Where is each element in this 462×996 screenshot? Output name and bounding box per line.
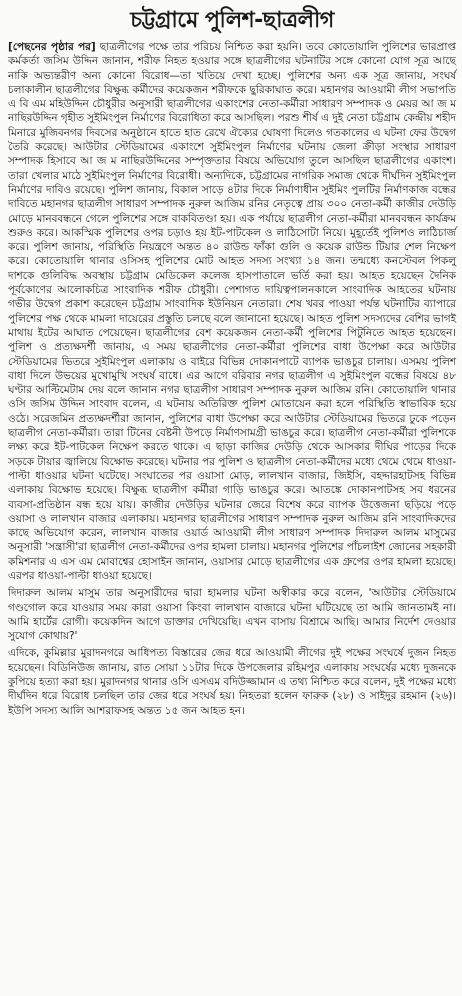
continued-from-label: [পেছনের পৃষ্ঠার পর] [8, 41, 96, 53]
article-body [8, 40, 456, 718]
article-paragraph-2: দিদারুল আলম মাসুম তার অনুসারীদের দ্বারা হামলার ঘটনা অস্বীকার করে বলেন, 'আউটার স্টেডিয়ামে গণ্ডগোল করে যাওয়ার সময় কারা ওয়াসা কিংবা লালখান বাজারে ঘটনা ঘটিয়েছে তা আমি জানতামই না। আমি হার্টের রোগী। কয়েকদিন আগে ডাক্তার দেখিয়েছি। এখন বাসায় বিশ্রামে আছি। আমার নির্দেশ দেওয়ার সুযোগ কোথায়?' [8, 587, 456, 643]
paragraph-1-text: ছাত্রলীগের পক্ষে তার পরিচয় নিশ্চিত করা হয়নি। তবে কোতোয়ালি পুলিশের ভারপ্রাপ্ত কর্মকর্তা জসিম উদ্দিন জানান, শরীফ নিহত হওয়ার সঙ্গে ছাত্রলীগের ঘটনাটির সঙ্গে কোনো যোগ সূত্র আছে নাকি অভ্যন্তরীণ অন্য কোনো বিরোধ—তা খতিয়ে দেখা হচ্ছে। পুলিশের অন্য এক সূত্র জানায়, সংঘর্ষ চলাকালীন ছাত্রলীগের বিক্ষুব্ধ কর্মীদের কয়েকজন শরীফকে ছুরিকাঘাত করে। মহানগর আওয়ামী লীগ সভাপতি এ বি এম মহিউদ্দিন চৌধুরীর অনুসারী ছাত্রলীগের একাংশের নেতা-কর্মীরা সাধারণ সম্পাদক ও মেয়র আ জ ম নাছিরউদ্দিন গৃহীত সুইমিংপুল নির্মাণের বিরোধিতা করে আসছিল। পরশু শীর্ষ এ দুই নেতা চট্টগ্রাম কেন্দ্রীয় শহীদ মিনারে মুজিবনগর দিবসের অনুষ্ঠানে হাতে হাত রেখে ঐক্যের ঘোষণা দিলেও গতকালের এ ঘটনা ফের উদ্বেগ তৈরি করেছে। আউটার স্টেডিয়ামের একাংশে সুইমিংপুল নির্মাণের ঘটনায় জেলা ক্রীড়া সংস্থার সাধারণ সম্পাদক হিসাবে আ জ ম নাছিরউদ্দিনের সম্পৃক্ততার বিষয়ে অভিযোগ তুলে আসছিল ছাত্রলীগের একাংশ। তারা খেলার মাঠে সুইমিংপুল নির্মাণের বিরোধী। অন্যদিকে, চট্টগ্রামের নাগরিক সমাজ থেকে দীর্ঘদিন সুইমিংপুল নির্মাণের দাবিও রয়েছে। পুলিশ জানায়, বিকাল সাড়ে ৪টার দিকে নির্মাণাধীন সুইমিং পুলটির নির্মাণকাজ বন্ধের দাবিতে মহানগর ছাত্রলীগ সাধারণ সম্পাদক নুরুল আজিম রনির নেতৃত্বে প্রায় ৩০০ নেতা-কর্মী কাজীর দেউড়ি মোড়ে মানববন্ধনে গেলে পুলিশের সঙ্গে বাকবিতণ্ডা হয়। এক পর্যায়ে ছাত্রলীগ নেতা-কর্মীরা মানববন্ধন কার্যক্রম শুরুও করে। আকস্মিক পুলিশের ওপর চড়াও হয় ইট-পাটকেল ও লাঠিসোটা নিয়ে। মুহূর্তেই পুলিশও লাঠিচার্জ করে। পুলিশ জানায়, পরিস্থিতি নিয়ন্ত্রণে অন্তত ৪০ রাউন্ড ফাঁকা গুলি ও কয়েক রাউন্ড টিয়ার শেল নিক্ষেপ করে। কোতোয়ালি থানার ওসিসহ পুলিশের মোট আহত সদস্য সংখ্যা ১৪ জন। তন্মধ্যে কনস্টেবল পিকলু দাশকে গুলিবিদ্ধ অবস্থায় চট্টগ্রাম মেডিকেল কলেজ হাসপাতালে ভর্তি করা হয়। আহত হয়েছেন দৈনিক পূর্বকোণের আলোকচিত্র সাংবাদিক শরীফ চৌধুরী। পেশাগত দায়িত্বপালনকালে সাংবাদিক আহতের ঘটনায় গভীর উদ্বেগ প্রকাশ করেছেন চট্টগ্রাম সাংবাদিক ইউনিয়ন নেতারা। শেষ খবর পাওয়া পর্যন্ত ঘটনাটির ব্যাপারে পুলিশের পক্ষ থেকে মামলা দায়েরের প্রস্তুতি চলছে বলে জানানো হয়েছে। আহত পুলিশ সদস্যদের বেশির ভাগই মাথায় ইটের আঘাত পেয়েছেন। ছাত্রলীগের বেশ কয়েকজন নেতা-কর্মী পুলিশের পিটুনিতে আহত হয়েছেন। পুলিশ ও প্রত্যক্ষদর্শী জানায়, এ সময় ছাত্রলীগের নেতা-কর্মীরা পুলিশের বাধা উপেক্ষা করে আউটার স্টেডিয়ামের ভিতরে সুইমিংপুল এলাকায় ও বাইরে বিভিন্ন দোকানপাটে ব্যাপক ভাঙচুর চালায়। এসময় পুলিশ বাধা দিলে উভয়ের মুখোমুখি সংঘর্ষ বাধে। এর আগে বরিবার নগর ছাত্রলীগ এ সুইমিংপুল বন্ধের বিষয়ে ৪৮ ঘণ্টার আল্টিমেটাম দেয় বলে জানান নগর ছাত্রলীগ সাধারণ সম্পাদক নুরুল আজিম রনি। কোতোয়ালি থানার ওসি জসিম উদ্দিন সাংবাদ বলেন, এ ঘটনায় অতিরিক্ত পুলিশ মোতায়েন করা হলে পরিস্থিতি স্বাভাবিক হয়ে ওঠে। সরেজমিন প্রত্যক্ষদর্শীরা জানান, পুলিশের বাধা উপেক্ষা করে আউটার স্টেডিয়ামের ভিতরে ঢুকে পড়েন ছাত্রলীগ নেতা-কর্মীরা। তারা টিনের বেষ্টনী উপড়ে নির্মাণসামগ্রী ভাঙচুর করে। ছাত্রলীগ নেতা-কর্মীরা পুলিশকে লক্ষ্য করে ইট-পাটকেল নিক্ষেপ করতে থাকে। এ ছাড়া কাজির দেউড়ি থেকে আসকার দীঘির পাড়ের দিকে সড়কে টায়ার জ্বালিয়ে বিক্ষোভ করেছে। ঘটনার পর পুলিশ ও ছাত্রলীগ নেতা-কর্মীদের মধ্যে থেমে থেমে ধাওয়া-পাল্টা ধাওয়ার ঘটনা ঘটেছে। সংঘাতের পর ওয়াসা মোড়, লালখান বাজার, জিইসি, বহদ্দারহাটসহ বিভিন্ন এলাকায় বিক্ষোভ হয়েছে। বিক্ষুব্ধ ছাত্রলীগ কর্মীরা গাড়ি ভাঙচুর করে। আতঙ্কে দোকানপাটসহ সব ধরনের ব্যবসা-প্রতিষ্ঠান বন্ধ হয়ে যায়। কাজীর দেউড়ির ঘটনার জেরে বিশেষ করে ব্যাপক উত্তেজনা ছড়িয়ে পড়ে ওয়াসা ও লালখান বাজার এলাকায়। মহানগর ছাত্রলীগের সাধারণ সম্পাদক নুরুল আজিম রনি সাংবাদিকদের কাছে অভিযোগ করেন, লালখান বাজার ওয়ার্ড আওয়ামী লীগ সাধারণ সম্পাদক দিদারুল আলম মাসুমের অনুসারী 'সন্ত্রাসী'রা ছাত্রলীগ নেতা-কর্মীদের ওপর হামলা চালায়। মহানগর পুলিশের পাঁচলাইশ জোনের সহকারী কমিশনার এ এস এম মোবাশ্বের হোসাইন জানান, ওয়াসার মোড়ে ছাত্রলীগের এক গ্রুপের ওপর হামলা হয়েছে। এরপর ধাওয়া-পাল্টা ধাওয়া হয়েছে। [8, 41, 456, 582]
article-paragraph-1 [8, 40, 456, 583]
article-paragraph-3: এদিকে, কুমিল্লার মুরাদনগরে আধিপত্য বিস্তারের জের ধরে আওয়ামী লীগের দুই পক্ষের সংঘর্ষে দুজন নিহত হয়েছেন। বিডিনিউজ জানায়, রাত সোয়া ১১টার দিকে উপজেলার রহিমপুর এলাকায় সংঘর্ষের মধ্যে দুজনকে কুপিয়ে হত্যা করা হয়। মুরাদনগর থানার ওসি এসএম বদিউজ্জামান এ তথ্য নিশ্চিত করে বলেন, দুই পক্ষের মধ্যে দীর্ঘদিন ধরে বিরোধ চলছিল তার জের ধরে সংঘর্ষ হয়। নিহতরা হলেন ফারুক (২৮) ও সাইদুর রহমান (২৬)। ইউপি সদস্য আলি আশরাফসহ অন্তত ১৫ জন আহত হন। [8, 647, 456, 717]
article-headline: চট্টগ্রামে পুলিশ-ছাত্রলীগ [130, 8, 334, 33]
